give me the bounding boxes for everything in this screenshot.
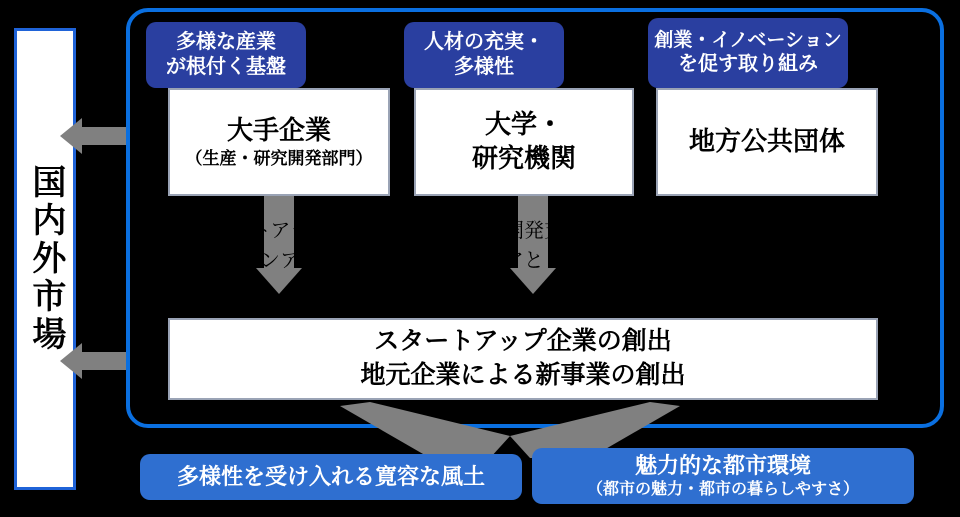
outcome-box xyxy=(168,318,878,400)
header-line2: が根付く基盤 xyxy=(166,56,286,78)
header-label-innovation xyxy=(648,18,848,88)
org-box-local-government xyxy=(656,88,878,196)
flow-caption-line2: エンジニアとして就職 xyxy=(424,250,624,272)
foot-box-tolerant-culture xyxy=(140,454,522,500)
org-box-title-line2: 研究機関 xyxy=(471,143,576,173)
header-line1: 人材の充実・ xyxy=(424,31,544,53)
org-box-title: 地方公共団体 xyxy=(688,126,845,157)
header-label-industry xyxy=(146,22,306,88)
foot-box-main: 多様性を受け入れる寛容な風土 xyxy=(176,464,485,490)
org-box-subtitle: （生産・研究開発部門） xyxy=(185,148,373,168)
flow-caption-line1: 受託開発支援 xyxy=(464,220,584,242)
header-line2: 多様性 xyxy=(454,56,514,78)
market-panel-label: 国内外市場 xyxy=(26,164,64,354)
market-panel xyxy=(14,28,76,490)
org-box-title: 大手企業 xyxy=(226,115,331,146)
flow-caption-contract-dev xyxy=(404,216,644,276)
flow-caption-startup xyxy=(152,216,408,276)
org-box-large-companies xyxy=(168,88,390,196)
foot-box-main: 魅力的な都市環境 xyxy=(634,453,811,479)
flow-caption-line1: 創業支援 xyxy=(728,220,808,242)
flow-caption-line2: スピンアウト xyxy=(220,250,340,272)
flow-caption-line2: ビジネスマッチング xyxy=(679,250,857,272)
foot-box-urban-environment xyxy=(532,448,914,504)
arrow-left-head-icon xyxy=(60,343,82,379)
flow-caption-line1: スタートアップ創業 xyxy=(191,220,369,242)
header-line1: 多様な産業 xyxy=(176,31,276,53)
header-line2: を促す取り組み xyxy=(678,53,818,76)
outcome-line1: スタートアップ企業の創出 xyxy=(374,327,672,356)
arrow-left-head-icon xyxy=(60,118,82,154)
outcome-line2: 地元企業による新事業の創出 xyxy=(360,361,686,389)
header-line1: 創業・イノベーション xyxy=(654,29,842,51)
foot-box-sub: （都市の魅力・都市の暮らしやすさ） xyxy=(586,480,859,498)
flow-caption-founding-support xyxy=(650,216,886,276)
header-label-talent xyxy=(404,22,564,88)
org-box-title-line1: 大学・ xyxy=(484,109,563,140)
org-box-universities xyxy=(414,88,634,196)
